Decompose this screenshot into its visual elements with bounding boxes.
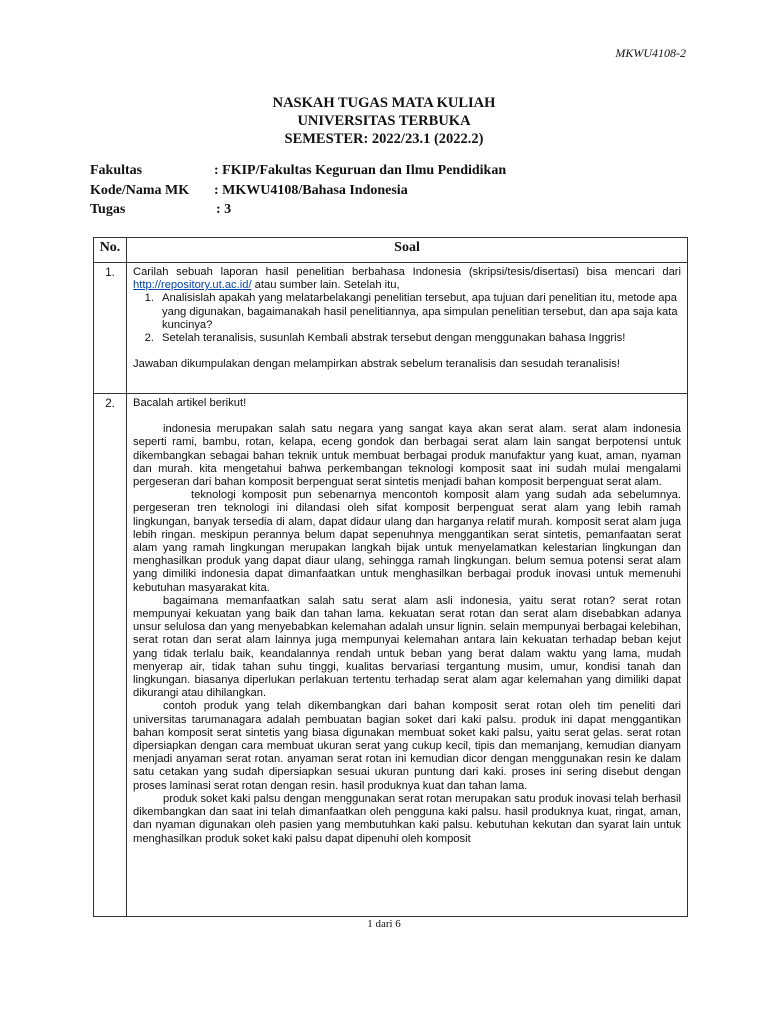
list-item [133,292,681,332]
meta-label: Fakultas [90,163,143,178]
title-line-2: UNIVERSITAS TERBUKA [297,113,471,129]
document-title [0,94,768,148]
document-code: MKWU4108-2 [615,46,686,60]
question-1-items [133,292,681,345]
meta-value: : MKWU4108/Bahasa Indonesia [214,182,408,198]
meta-value: : 3 [216,202,232,217]
task-table [93,237,688,917]
table-header-row [94,238,688,263]
list-item [133,332,681,345]
question-number: 2. [94,394,127,917]
item-text: Setelah teranalisis, susunlah Kembali abstrak tersebut dengan menggunakan bahasa Inggris! [162,332,626,345]
question-number: 1. [94,263,127,394]
article-paragraph: contoh produk yang telah dikembangkan dari bahan komposit serat rotan oleh tim peneliti dari universitas tarumanagara adalah pembuatan bagian soket dari kaki palsu. produk ini dapat menggantikan bahan komposit serat sintetis yang biasa digunakan membuat soket kaki palsu, yaitu serat gelas. serat rotan dipersiapkan dengan cara membuat ukuran serat yang cukup kecil, tipis dan memanjang, kemudian dianyam menjadi anyaman serat rotan. anyaman serat rotan ini kemudian dicor dengan menggunakan resin ke dalam satu cetakan yang sudah dipersiapkan sesuai ukuran puntung dari kaki. proses ini sering disebut dengan proses laminasi serat rotan dengan resin. hasil produknya kuat dan tahan lama. [133,700,681,792]
item-number: 1. [144,292,154,305]
item-text: Analisislah apakah yang melatarbelakangi penelitian tersebut, apa tujuan dari penelitian itu, metode apa yang digunakan, bagaimanakah hasil penelitiannya, apa simpulan penelitian tersebut, dan apa saja kata kuncinya? [162,292,678,331]
question-1-intro [133,266,681,292]
repository-link[interactable]: http://repository.ut.ac.id/ [133,279,252,292]
header-no: No. [94,238,127,263]
meta-row-course [90,183,506,203]
question-2-intro: Bacalah artikel berikut! [133,397,247,409]
article-paragraph: indonesia merupakan salah satu negara yang sangat kaya akan serat alam. serat alam indonesia seperti rami, bambu, rotan, kelapa, eceng gondok dan berbagai serat alam lain sangat berpotensi untuk dikembangkan sebagai bahan teknik untuk membuat berbagai produk manufaktur yang kuat, aman, nyaman dan murah. kita mengetahui bahwa perkembangan teknologi komposit saat ini sudah mulai mengalami pergeseran dari bahan komposit berpenguat serat sintetis menjadi bahan komposit berpenguat serat alam. [133,423,681,489]
meta-row-faculty [90,163,506,183]
question-2 [127,394,688,917]
table-row [94,394,688,917]
table-row [94,263,688,394]
question-1-note: Jawaban dikumpulakan dengan melampirkan abstrak sebelum teranalisis dan sesudah teranalisis! [133,358,620,371]
item-number: 2. [144,332,154,345]
meta-row-task [90,202,506,222]
page-number: 1 dari 6 [367,918,401,930]
meta-value: : FKIP/Fakultas Keguruan dan Ilmu Pendidikan [214,163,507,178]
meta-label: Tugas [90,202,126,217]
question-1 [127,263,688,394]
intro-text-end: atau sumber lain. Setelah itu, [251,279,400,292]
intro-text: Carilah sebuah laporan hasil penelitian berbahasa Indonesia (skripsi/tesis/disertasi) bisa mencari dari [133,266,681,278]
course-meta [90,163,506,222]
header-soal: Soal [127,238,688,263]
title-line-1: NASKAH TUGAS MATA KULIAH [272,95,496,111]
article-paragraph: produk soket kaki palsu dengan menggunakan serat rotan merupakan satu produk inovasi telah berhasil dikembangkan dan saat ini telah dimanfaatkan oleh pengguna kaki palsu. hasil produknya kuat, ringat, aman, dan nyaman digunakan oleh pasien yang membutuhkan kaki palsu. kebutuhan kekutan dan syarat lain untuk menghasilkan produk soket kaki palsu dapat dipenuhi oleh komposit [133,792,681,845]
article-paragraph: teknologi komposit pun sebenarnya mencontoh komposit alam yang sudah ada sebelumnya. pergeseran tren teknologi ini dilandasi oleh sifat komposit berpenguat serat alam yang lebih ramah lingkungan, banyak tersedia di alam, dapat didaur ulang dan harganya relatif murah. komposit serat alam juga lebih ringan. meskipun perannya belum dapat sepenuhnya menggantikan serat sintetis, pemanfaatan serat alam yang ramah lingkungan merupakan langkah bijak untuk menyelamatkan kelestarian lingkungan dan menghasilkan produk yang dapat diaur ulang, sehingga ramah lingkungan. belum semua potensi serat alam yang dimiliki indonesia dapat dimanfaatkan untuk menghasilkan berbagai produk inovasi untuk memenuhi kebutuhan masyarakat kita. [133,489,681,594]
article-paragraph: bagaimana memanfaatkan salah satu serat alam asli indonesia, yaitu serat rotan? serat rotan mempunyai kekuatan yang baik dan tahan lama. kekuatan serat rotan dan serat alam disebabkan adanya unsur selulosa dan yang menyebabkan kelemahan adalah unsur lignin. selain mempunyai berbagai kelebihan, serat rotan dan serat alam lainnya juga mempunyai kelemahan antara lain kekuatan terhadap beban kejut yang tidak terlalu baik, keandalannya rendah untuk beban yang berat dalam waktu yang lama, mudah menyerap air, tidak tahan suhu tinggi, kualitas bervariasi tergantung musim, umur, kondisi tanah dan lingkungan. biasanya diperlukan perlakuan tertentu terhadap serat alam agar kelemahan yang dimiliki dapat dikurangi atau dihilangkan. [133,594,681,700]
meta-label: Kode/Nama MK [90,182,190,198]
title-line-3: SEMESTER: 2022/23.1 (2022.2) [284,131,484,147]
